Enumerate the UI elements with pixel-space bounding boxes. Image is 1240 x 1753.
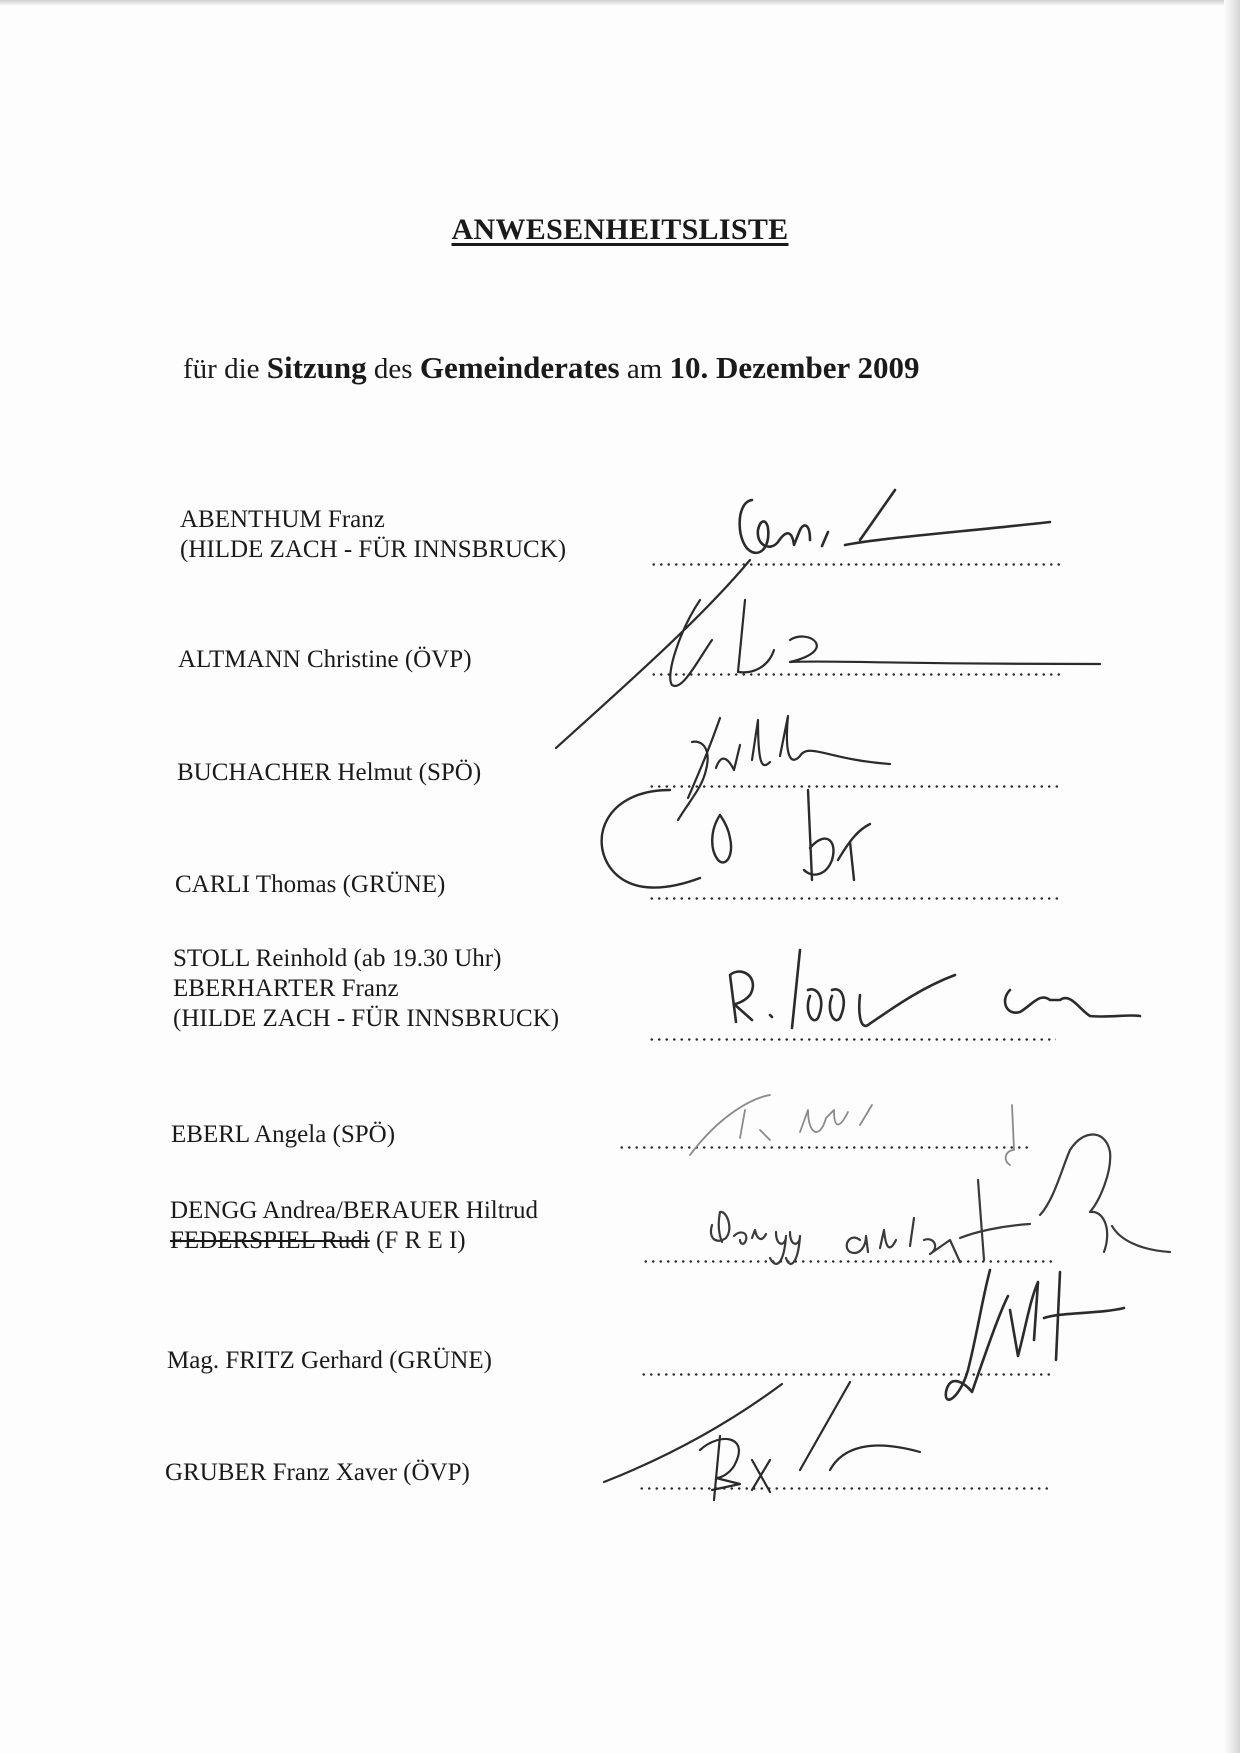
attendee-entry xyxy=(165,1458,470,1488)
signature-line xyxy=(638,1487,1052,1490)
signature-altmann xyxy=(556,560,1100,748)
subtitle-word-gemeinderates: Gemeinderates xyxy=(419,350,620,385)
attendee-name: STOLL Reinhold (ab 19.30 Uhr) xyxy=(173,945,502,972)
attendee-entry xyxy=(171,1120,395,1150)
attendee-name: GRUBER Franz Xaver (ÖVP) xyxy=(165,1459,470,1486)
signature-line xyxy=(618,1146,1030,1149)
attendee-affiliation: (F R E I) xyxy=(369,1227,466,1254)
signature-carli xyxy=(602,790,870,888)
attendee-name: BUCHACHER Helmut (SPÖ) xyxy=(177,759,482,786)
signature-stoll xyxy=(730,950,1140,1028)
attendee-name: ABENTHUM Franz xyxy=(180,506,385,533)
signature-line xyxy=(642,1260,1056,1263)
attendee-entry xyxy=(175,870,445,900)
attendee-entry xyxy=(180,505,566,565)
attendee-entry xyxy=(167,1346,492,1376)
signature-line xyxy=(640,1373,1054,1376)
attendee-name: Mag. FRITZ Gerhard (GRÜNE) xyxy=(167,1347,492,1374)
attendee-affiliation: (HILDE ZACH - FÜR INNSBRUCK) xyxy=(180,536,567,563)
signature-line xyxy=(648,897,1060,900)
signature-buchacher xyxy=(678,716,890,820)
subtitle-date: 10. Dezember 2009 xyxy=(669,350,920,385)
attendee-name: ALTMANN Christine (ÖVP) xyxy=(178,646,472,673)
attendee-name: DENGG Andrea/BERAUER Hiltrud xyxy=(170,1197,539,1224)
struck-name: FEDERSPIEL Rudi xyxy=(170,1227,370,1254)
scan-edge-top xyxy=(0,0,1240,6)
signature-fritz xyxy=(946,1270,1124,1400)
signature-line xyxy=(648,1038,1056,1041)
attendee-entry xyxy=(177,758,481,788)
attendee-entry xyxy=(170,1196,538,1256)
attendee-affiliation: (HILDE ZACH - FÜR INNSBRUCK) xyxy=(173,1005,560,1032)
signature-gruber xyxy=(604,1382,920,1500)
attendee-entry xyxy=(178,645,472,675)
signature-dengg xyxy=(711,1134,1170,1263)
attendee-name: EBERL Angela (SPÖ) xyxy=(171,1121,396,1148)
signature-line xyxy=(648,785,1062,788)
attendee-entry xyxy=(173,944,559,1034)
subtitle-mid-am: am xyxy=(626,353,663,385)
subtitle-mid-des: des xyxy=(373,353,413,385)
signature-line xyxy=(650,673,1062,676)
attendee-name: EBERHARTER Franz xyxy=(173,975,399,1002)
attendee-name: CARLI Thomas (GRÜNE) xyxy=(175,871,446,898)
signature-eberl xyxy=(690,1095,1014,1165)
signature-abenthum xyxy=(740,490,1050,553)
subtitle-prefix: für die xyxy=(183,353,260,385)
document-subtitle xyxy=(183,350,919,386)
scan-edge-right xyxy=(1224,0,1240,1753)
document-title: ANWESENHEITSLISTE xyxy=(451,213,789,246)
signature-line xyxy=(650,563,1062,566)
subtitle-word-sitzung: Sitzung xyxy=(266,350,367,385)
